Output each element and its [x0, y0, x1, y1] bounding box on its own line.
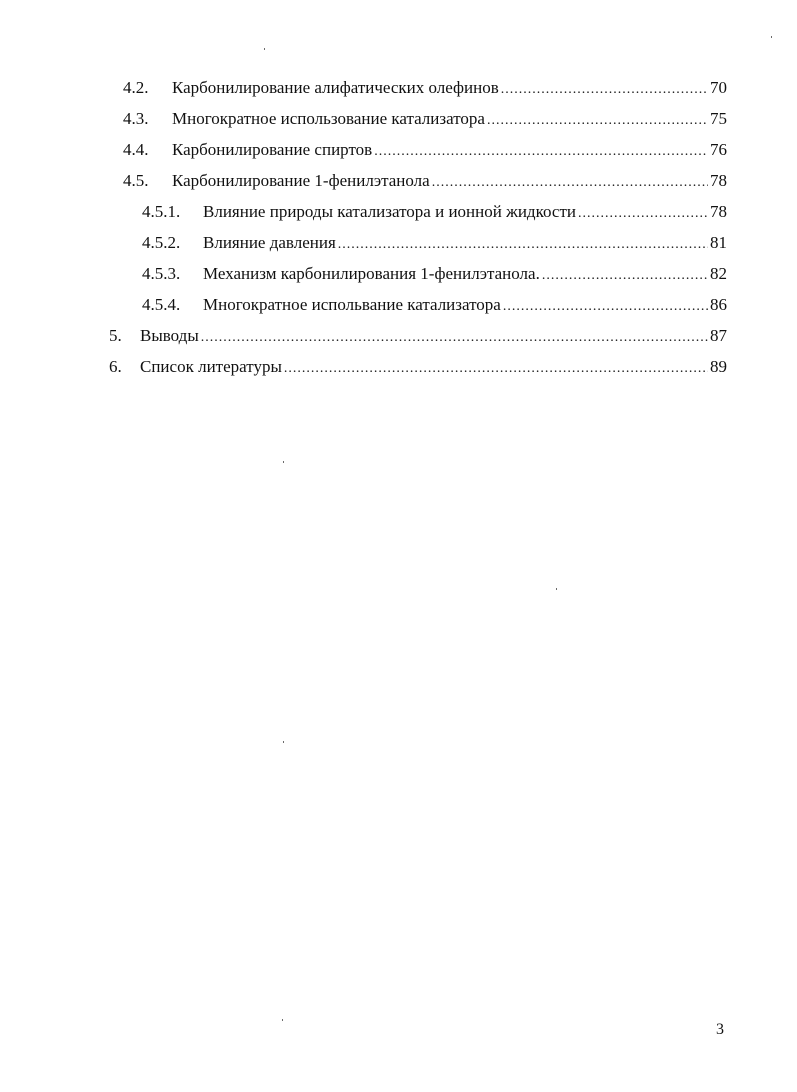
- page-number: 3: [716, 1021, 724, 1038]
- toc-entry-page: 70: [710, 78, 727, 97]
- toc-entry-number: 6.: [109, 357, 122, 376]
- toc-entry-page: 82: [710, 264, 727, 283]
- scan-speck: [283, 741, 284, 743]
- toc-entry-page: 81: [710, 233, 727, 252]
- toc-leader-dots: [284, 357, 708, 381]
- toc-entry-number: 4.5.2.: [142, 233, 181, 252]
- scan-speck: [264, 48, 265, 50]
- toc-entry: [123, 76, 727, 100]
- toc-leader-dots: [487, 109, 708, 133]
- toc-entry: [142, 200, 727, 224]
- toc-entry-title: Влияние давления: [203, 233, 336, 252]
- toc-entry-page: 76: [710, 140, 727, 159]
- toc-entry-page: 78: [710, 171, 727, 190]
- toc-entry-number: 5.: [109, 326, 122, 345]
- toc-leader-dots: [503, 295, 708, 319]
- toc-leader-dots: [432, 171, 708, 195]
- toc-entry-title: Список литературы: [140, 357, 282, 376]
- scan-speck: [283, 461, 284, 463]
- toc-leader-dots: [501, 78, 708, 102]
- toc-entry-title: Влияние природы катализатора и ионной жидкости: [203, 202, 576, 221]
- toc-entry: [123, 107, 727, 131]
- toc-entry-title: Выводы: [140, 326, 199, 345]
- toc-entry-number: 4.5.: [123, 171, 149, 190]
- toc-leader-dots: [578, 202, 708, 226]
- toc-leader-dots: [338, 233, 708, 257]
- toc-entry-title: Карбонилирование спиртов: [172, 140, 373, 159]
- toc-entry: [142, 293, 727, 317]
- toc-entry: [123, 138, 727, 162]
- toc-entry: [109, 324, 727, 348]
- toc-entry-number: 4.5.3.: [142, 264, 181, 283]
- scan-speck: [282, 1019, 283, 1021]
- toc-entry-title: Карбонилирование 1-фенилэтанола: [172, 171, 430, 190]
- toc-leader-dots: [201, 326, 708, 350]
- toc-entry-title: Многократное использование катализатора: [172, 109, 485, 128]
- toc-entry-number: 4.4.: [123, 140, 149, 159]
- toc-entry-page: 89: [710, 357, 727, 376]
- toc-entry-number: 4.5.4.: [142, 295, 181, 314]
- toc-entry: [142, 262, 727, 286]
- toc-entry-number: 4.2.: [123, 78, 149, 97]
- toc-entry-number: 4.5.1.: [142, 202, 181, 221]
- toc-entry: [123, 169, 727, 193]
- toc-entry: [142, 231, 727, 255]
- toc-entry-title: Карбонилирование алифатических олефинов: [172, 78, 499, 97]
- toc-entry-page: 75: [710, 109, 727, 128]
- scan-speck: [556, 588, 557, 590]
- toc-entry-title: Механизм карбонилирования 1-фенилэтанола.: [203, 264, 540, 283]
- toc-entry-title: Многократное испольвание катализатора: [203, 295, 501, 314]
- toc-entry: [109, 355, 727, 379]
- toc-entry-page: 86: [710, 295, 727, 314]
- toc-entry-page: 78: [710, 202, 727, 221]
- toc-entry-number: 4.3.: [123, 109, 149, 128]
- toc-leader-dots: [374, 140, 708, 164]
- toc-leader-dots: [542, 264, 708, 288]
- scan-speck: [771, 36, 772, 38]
- toc-entry-page: 87: [710, 326, 727, 345]
